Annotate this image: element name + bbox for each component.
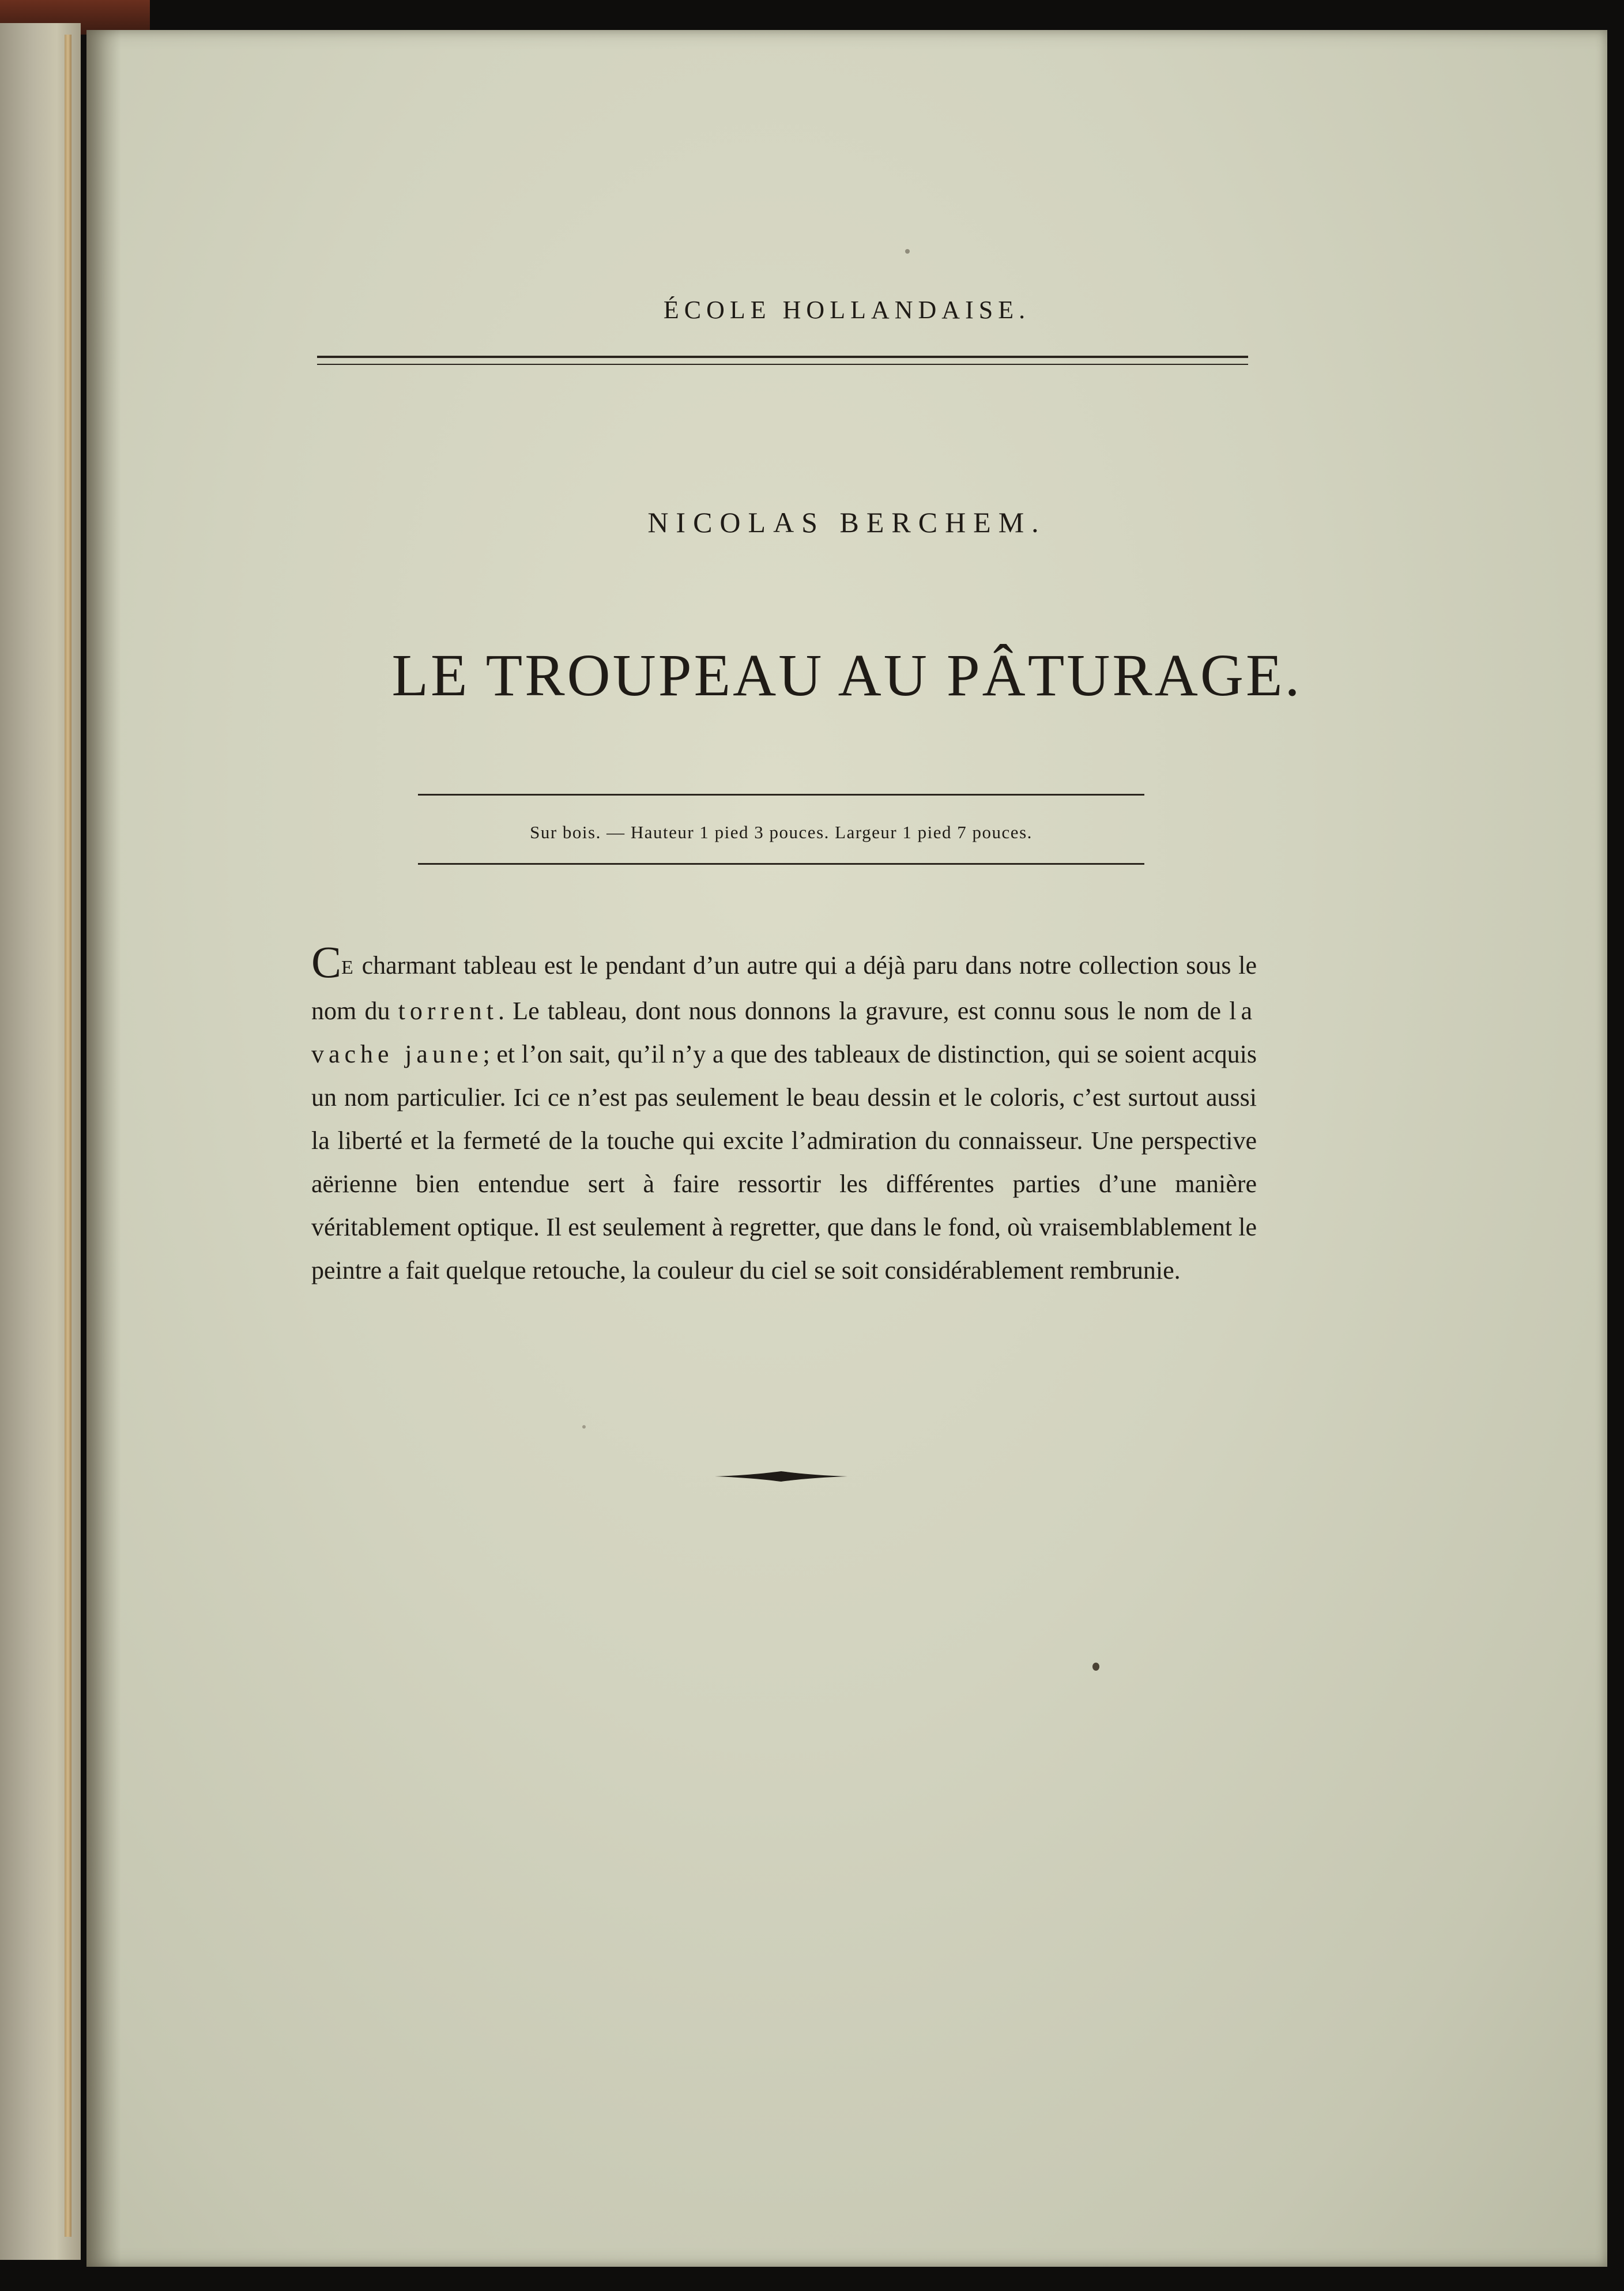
spaced-term-torrent: torrent <box>398 997 498 1025</box>
dimensions-text: Sur bois. — Hauteur 1 pied 3 pouces. Largeur 1 pied 7 pouces. <box>530 822 1033 842</box>
double-rule <box>317 356 1248 365</box>
drop-cap-tail: E <box>341 957 355 978</box>
running-head: ÉCOLE HOLLANDAISE. <box>663 296 1031 324</box>
drop-cap: C <box>311 937 342 987</box>
tail-ornament <box>715 1470 847 1483</box>
paragraph-text-1: charmant tableau est le pendant d’un autre qui a déjà paru dans notre collection sous le nom du <box>311 951 1257 1025</box>
description-paragraph <box>311 937 1257 1292</box>
paragraph-text-2: . Le tableau, dont nous donnons la gravure, est connu sous le nom de <box>498 997 1230 1025</box>
dimensions-box <box>418 794 1144 865</box>
painter-name: NICOLAS BERCHEM. <box>647 506 1046 538</box>
gilt-page-edge <box>65 35 71 2237</box>
paper-fleck <box>1092 1663 1099 1671</box>
paper-fleck <box>905 249 910 254</box>
spaced-term-vache-jaune: la vache jaune <box>311 997 1257 1068</box>
paper-fleck <box>582 1425 586 1429</box>
page-sheet <box>86 30 1607 2267</box>
paragraph-text-3: ; et l’on sait, qu’il n’y a que des tableaux de distinction, qui se soient acquis un nom particulier. Ici ce n’est pas seulement le beau dessin et le coloris, c’est surtout aussi la liberté et la fermeté de la touche qui excite l’admiration du connaisseur. Une perspective aërienne bien entendue sert à faire ressortir les différentes parties d’une manière véritablement optique. Il est seulement à regretter, que dans le fond, où vraisemblablement le peintre a fait quelque retouche, la couleur du ciel se soit considérablement rembrunie. <box>311 1040 1257 1284</box>
painting-title: LE TROUPEAU AU PÂTURAGE. <box>391 642 1302 709</box>
gutter-shadow <box>86 30 121 2267</box>
